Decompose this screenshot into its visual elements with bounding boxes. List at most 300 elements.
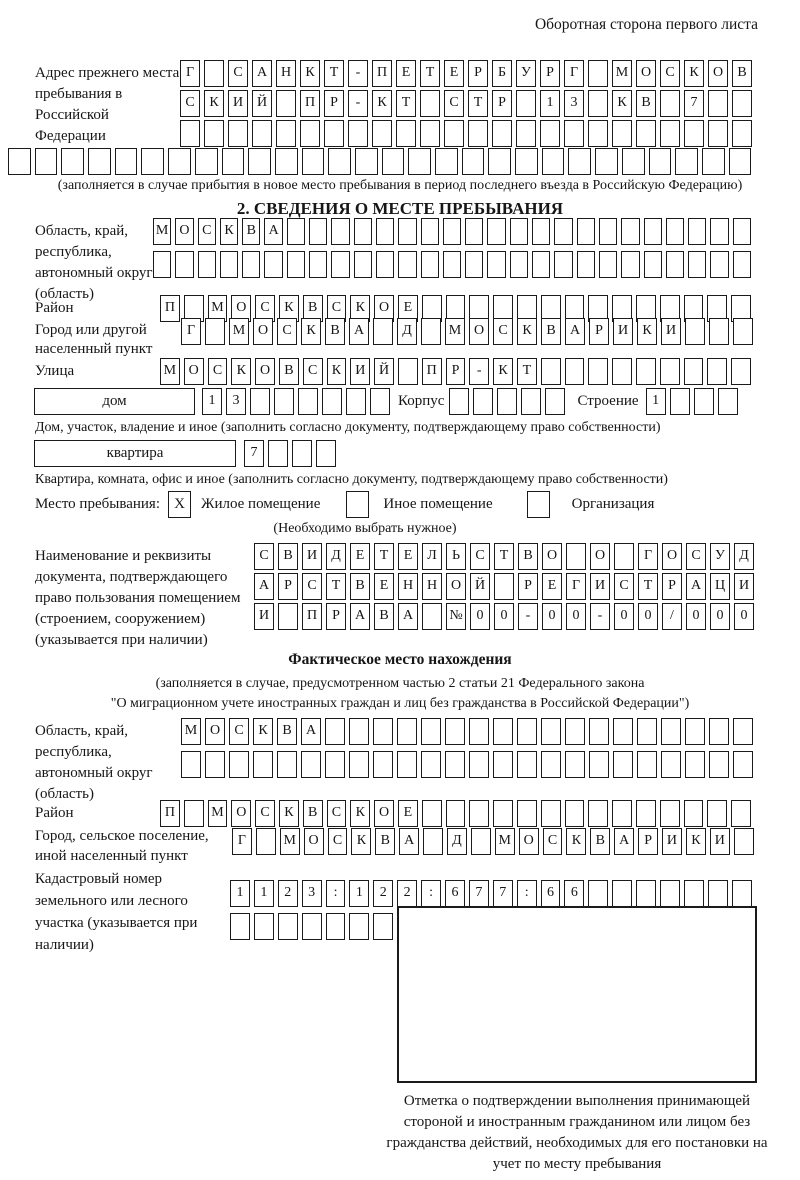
char-cell[interactable]: А (686, 573, 706, 600)
char-cell[interactable] (666, 251, 684, 278)
char-cell[interactable]: В (325, 318, 345, 345)
char-cell[interactable] (376, 251, 394, 278)
char-cell[interactable] (302, 913, 322, 940)
char-cell[interactable]: О (231, 800, 251, 827)
char-cell[interactable] (733, 318, 753, 345)
char-cell[interactable] (250, 388, 270, 415)
char-cell[interactable]: К (204, 90, 224, 117)
char-cell[interactable] (373, 913, 393, 940)
char-cell[interactable] (733, 751, 753, 778)
char-cell[interactable]: К (300, 60, 320, 87)
char-cell[interactable] (398, 251, 416, 278)
char-cell[interactable]: О (374, 295, 394, 322)
char-cell[interactable] (61, 148, 84, 175)
char-cell[interactable] (541, 358, 561, 385)
char-cell[interactable]: М (445, 318, 465, 345)
char-cell[interactable] (660, 800, 680, 827)
char-cell[interactable]: В (277, 718, 297, 745)
char-cell[interactable] (493, 751, 513, 778)
char-cell[interactable] (613, 718, 633, 745)
char-cell[interactable] (473, 388, 493, 415)
char-cell[interactable]: Г (232, 828, 252, 855)
char-cell[interactable]: 3 (564, 90, 584, 117)
char-cell[interactable] (595, 148, 618, 175)
char-cell[interactable]: О (253, 318, 273, 345)
char-cell[interactable]: Т (326, 573, 346, 600)
char-cell[interactable] (242, 251, 260, 278)
char-cell[interactable]: 6 (445, 880, 465, 907)
char-cell[interactable]: С (660, 60, 680, 87)
char-cell[interactable]: Е (398, 800, 418, 827)
char-cell[interactable] (469, 718, 489, 745)
char-cell[interactable] (421, 318, 441, 345)
char-cell[interactable] (204, 60, 224, 87)
char-cell[interactable] (636, 358, 656, 385)
char-cell[interactable] (420, 120, 440, 147)
char-cell[interactable]: О (542, 543, 562, 570)
char-cell[interactable] (198, 251, 216, 278)
char-cell[interactable]: Т (517, 358, 537, 385)
char-cell[interactable] (397, 751, 417, 778)
char-cell[interactable]: С (180, 90, 200, 117)
char-cell[interactable] (685, 751, 705, 778)
char-cell[interactable]: Р (278, 573, 298, 600)
char-cell[interactable] (612, 120, 632, 147)
char-cell[interactable] (256, 828, 276, 855)
char-cell[interactable] (694, 388, 714, 415)
char-cell[interactable]: Г (181, 318, 201, 345)
char-cell[interactable]: О (304, 828, 324, 855)
char-cell[interactable] (397, 718, 417, 745)
char-cell[interactable]: О (519, 828, 539, 855)
char-cell[interactable]: 6 (541, 880, 561, 907)
char-cell[interactable]: И (228, 90, 248, 117)
char-cell[interactable] (88, 148, 111, 175)
char-cell[interactable] (465, 218, 483, 245)
char-cell[interactable]: К (279, 800, 299, 827)
char-cell[interactable] (589, 751, 609, 778)
char-cell[interactable]: 0 (710, 603, 730, 630)
char-cell[interactable] (469, 751, 489, 778)
char-cell[interactable] (421, 251, 439, 278)
char-cell[interactable] (718, 388, 738, 415)
char-cell[interactable] (540, 120, 560, 147)
char-cell[interactable] (274, 388, 294, 415)
char-cell[interactable]: О (205, 718, 225, 745)
char-cell[interactable] (205, 751, 225, 778)
char-cell[interactable] (644, 251, 662, 278)
char-cell[interactable] (554, 218, 572, 245)
char-cell[interactable] (355, 148, 378, 175)
char-cell[interactable]: М (208, 295, 228, 322)
char-cell[interactable] (298, 388, 318, 415)
char-cell[interactable] (532, 218, 550, 245)
char-cell[interactable]: М (208, 800, 228, 827)
char-cell[interactable] (702, 148, 725, 175)
char-cell[interactable] (541, 751, 561, 778)
char-cell[interactable]: Е (374, 573, 394, 600)
char-cell[interactable] (175, 251, 193, 278)
char-cell[interactable] (588, 880, 608, 907)
char-cell[interactable]: И (734, 573, 754, 600)
char-cell[interactable] (469, 800, 489, 827)
char-cell[interactable] (614, 543, 634, 570)
stay-option-organization-checkbox[interactable] (527, 491, 550, 518)
char-cell[interactable]: С (228, 60, 248, 87)
char-cell[interactable] (661, 751, 681, 778)
char-cell[interactable]: А (349, 318, 369, 345)
char-cell[interactable]: И (302, 543, 322, 570)
char-cell[interactable] (589, 718, 609, 745)
stay-option-residential-checkbox[interactable]: X (168, 491, 191, 518)
char-cell[interactable]: М (160, 358, 180, 385)
char-cell[interactable]: 2 (397, 880, 417, 907)
char-cell[interactable]: С (328, 828, 348, 855)
char-cell[interactable] (398, 358, 418, 385)
char-cell[interactable] (471, 828, 491, 855)
char-cell[interactable]: Л (422, 543, 442, 570)
char-cell[interactable]: Р (446, 358, 466, 385)
char-cell[interactable]: Р (638, 828, 658, 855)
char-cell[interactable] (684, 120, 704, 147)
char-cell[interactable]: А (614, 828, 634, 855)
char-cell[interactable] (708, 880, 728, 907)
char-cell[interactable] (302, 148, 325, 175)
char-cell[interactable]: А (264, 218, 282, 245)
char-cell[interactable] (636, 120, 656, 147)
char-cell[interactable]: К (637, 318, 657, 345)
char-cell[interactable] (396, 120, 416, 147)
char-cell[interactable]: 0 (614, 603, 634, 630)
char-cell[interactable]: 0 (734, 603, 754, 630)
char-cell[interactable] (707, 358, 727, 385)
char-cell[interactable] (710, 251, 728, 278)
char-cell[interactable] (435, 148, 458, 175)
char-cell[interactable] (622, 148, 645, 175)
char-cell[interactable] (316, 440, 336, 467)
char-cell[interactable]: К (493, 358, 513, 385)
char-cell[interactable]: Т (324, 60, 344, 87)
char-cell[interactable]: Р (326, 603, 346, 630)
char-cell[interactable]: Ь (446, 543, 466, 570)
char-cell[interactable] (612, 358, 632, 385)
char-cell[interactable] (35, 148, 58, 175)
char-cell[interactable]: П (302, 603, 322, 630)
char-cell[interactable]: Т (374, 543, 394, 570)
char-cell[interactable] (588, 90, 608, 117)
char-cell[interactable]: Ц (710, 573, 730, 600)
char-cell[interactable]: И (613, 318, 633, 345)
char-cell[interactable] (309, 218, 327, 245)
char-cell[interactable]: Н (422, 573, 442, 600)
char-cell[interactable] (222, 148, 245, 175)
char-cell[interactable]: Г (564, 60, 584, 87)
char-cell[interactable] (497, 388, 517, 415)
char-cell[interactable]: А (254, 573, 274, 600)
char-cell[interactable] (707, 800, 727, 827)
char-cell[interactable]: К (566, 828, 586, 855)
char-cell[interactable] (636, 880, 656, 907)
char-cell[interactable]: С (198, 218, 216, 245)
char-cell[interactable]: Н (398, 573, 418, 600)
char-cell[interactable]: : (517, 880, 537, 907)
char-cell[interactable]: М (280, 828, 300, 855)
char-cell[interactable] (493, 800, 513, 827)
char-cell[interactable] (517, 751, 537, 778)
char-cell[interactable] (276, 120, 296, 147)
char-cell[interactable] (729, 148, 752, 175)
char-cell[interactable] (612, 880, 632, 907)
char-cell[interactable]: А (398, 603, 418, 630)
char-cell[interactable] (510, 251, 528, 278)
char-cell[interactable] (465, 251, 483, 278)
char-cell[interactable] (220, 251, 238, 278)
char-cell[interactable]: В (636, 90, 656, 117)
char-cell[interactable] (398, 218, 416, 245)
char-cell[interactable] (373, 718, 393, 745)
char-cell[interactable] (684, 880, 704, 907)
char-cell[interactable] (688, 251, 706, 278)
char-cell[interactable]: Р (492, 90, 512, 117)
char-cell[interactable]: 7 (684, 90, 704, 117)
char-cell[interactable] (577, 251, 595, 278)
char-cell[interactable] (565, 718, 585, 745)
char-cell[interactable]: К (253, 718, 273, 745)
char-cell[interactable]: О (446, 573, 466, 600)
char-cell[interactable]: Т (396, 90, 416, 117)
char-cell[interactable] (564, 120, 584, 147)
char-cell[interactable]: К (220, 218, 238, 245)
char-cell[interactable] (732, 880, 752, 907)
char-cell[interactable] (660, 358, 680, 385)
char-cell[interactable]: - (469, 358, 489, 385)
char-cell[interactable] (613, 751, 633, 778)
char-cell[interactable] (349, 751, 369, 778)
char-cell[interactable]: 0 (686, 603, 706, 630)
char-cell[interactable] (423, 828, 443, 855)
char-cell[interactable]: 1 (349, 880, 369, 907)
char-cell[interactable] (685, 718, 705, 745)
char-cell[interactable] (420, 90, 440, 117)
char-cell[interactable] (287, 251, 305, 278)
char-cell[interactable] (195, 148, 218, 175)
char-cell[interactable] (732, 90, 752, 117)
char-cell[interactable]: С (208, 358, 228, 385)
char-cell[interactable]: В (375, 828, 395, 855)
char-cell[interactable]: Т (420, 60, 440, 87)
char-cell[interactable]: О (636, 60, 656, 87)
char-cell[interactable]: В (278, 543, 298, 570)
char-cell[interactable] (445, 751, 465, 778)
char-cell[interactable] (153, 251, 171, 278)
char-cell[interactable] (577, 218, 595, 245)
char-cell[interactable] (637, 751, 657, 778)
char-cell[interactable]: А (350, 603, 370, 630)
char-cell[interactable]: Е (542, 573, 562, 600)
char-cell[interactable] (588, 60, 608, 87)
char-cell[interactable]: Г (566, 573, 586, 600)
char-cell[interactable] (324, 120, 344, 147)
char-cell[interactable] (532, 251, 550, 278)
char-cell[interactable] (516, 120, 536, 147)
char-cell[interactable]: И (710, 828, 730, 855)
char-cell[interactable] (731, 800, 751, 827)
char-cell[interactable]: К (612, 90, 632, 117)
char-cell[interactable]: 1 (254, 880, 274, 907)
char-cell[interactable] (637, 718, 657, 745)
char-cell[interactable] (276, 90, 296, 117)
char-cell[interactable] (588, 358, 608, 385)
char-cell[interactable]: В (303, 800, 323, 827)
char-cell[interactable]: К (279, 295, 299, 322)
char-cell[interactable] (733, 251, 751, 278)
char-cell[interactable] (449, 388, 469, 415)
char-cell[interactable]: 2 (373, 880, 393, 907)
char-cell[interactable] (709, 718, 729, 745)
char-cell[interactable] (684, 800, 704, 827)
char-cell[interactable]: К (231, 358, 251, 385)
char-cell[interactable]: Е (444, 60, 464, 87)
char-cell[interactable]: В (279, 358, 299, 385)
char-cell[interactable]: Т (638, 573, 658, 600)
char-cell[interactable]: 2 (278, 880, 298, 907)
char-cell[interactable] (541, 800, 561, 827)
char-cell[interactable]: О (662, 543, 682, 570)
char-cell[interactable]: П (300, 90, 320, 117)
char-cell[interactable] (204, 120, 224, 147)
char-cell[interactable] (331, 251, 349, 278)
char-cell[interactable] (180, 120, 200, 147)
char-cell[interactable] (541, 718, 561, 745)
char-cell[interactable] (493, 718, 513, 745)
char-cell[interactable]: В (590, 828, 610, 855)
char-cell[interactable]: О (184, 358, 204, 385)
stay-option-other-checkbox[interactable] (346, 491, 369, 518)
char-cell[interactable] (445, 718, 465, 745)
char-cell[interactable]: К (350, 295, 370, 322)
char-cell[interactable] (277, 751, 297, 778)
char-cell[interactable] (275, 148, 298, 175)
char-cell[interactable] (348, 120, 368, 147)
char-cell[interactable]: Р (589, 318, 609, 345)
char-cell[interactable]: С (254, 543, 274, 570)
char-cell[interactable] (229, 751, 249, 778)
char-cell[interactable] (373, 318, 393, 345)
char-cell[interactable]: Е (398, 543, 418, 570)
char-cell[interactable]: 3 (226, 388, 246, 415)
char-cell[interactable]: С (470, 543, 490, 570)
char-cell[interactable] (636, 800, 656, 827)
char-cell[interactable]: С (493, 318, 513, 345)
char-cell[interactable] (422, 800, 442, 827)
char-cell[interactable]: С (614, 573, 634, 600)
char-cell[interactable] (516, 90, 536, 117)
char-cell[interactable]: И (662, 828, 682, 855)
char-cell[interactable]: : (326, 880, 346, 907)
char-cell[interactable] (349, 718, 369, 745)
char-cell[interactable] (354, 218, 372, 245)
char-cell[interactable]: А (399, 828, 419, 855)
char-cell[interactable] (8, 148, 31, 175)
char-cell[interactable]: И (350, 358, 370, 385)
char-cell[interactable]: 7 (244, 440, 264, 467)
char-cell[interactable] (115, 148, 138, 175)
char-cell[interactable] (301, 751, 321, 778)
char-cell[interactable] (421, 718, 441, 745)
char-cell[interactable] (599, 251, 617, 278)
char-cell[interactable]: Г (638, 543, 658, 570)
char-cell[interactable] (565, 751, 585, 778)
char-cell[interactable] (510, 218, 528, 245)
char-cell[interactable]: С (303, 358, 323, 385)
char-cell[interactable]: Д (734, 543, 754, 570)
char-cell[interactable] (685, 318, 705, 345)
char-cell[interactable] (468, 120, 488, 147)
char-cell[interactable]: С (543, 828, 563, 855)
char-cell[interactable]: И (254, 603, 274, 630)
char-cell[interactable]: А (301, 718, 321, 745)
char-cell[interactable] (566, 543, 586, 570)
char-cell[interactable] (421, 218, 439, 245)
char-cell[interactable] (666, 218, 684, 245)
char-cell[interactable]: 7 (469, 880, 489, 907)
char-cell[interactable] (545, 388, 565, 415)
char-cell[interactable]: Р (468, 60, 488, 87)
char-cell[interactable] (253, 751, 273, 778)
char-cell[interactable]: К (301, 318, 321, 345)
char-cell[interactable] (252, 120, 272, 147)
char-cell[interactable] (670, 388, 690, 415)
char-cell[interactable] (421, 751, 441, 778)
char-cell[interactable] (708, 120, 728, 147)
char-cell[interactable]: П (160, 800, 180, 827)
char-cell[interactable]: П (422, 358, 442, 385)
char-cell[interactable] (372, 120, 392, 147)
char-cell[interactable] (599, 218, 617, 245)
char-cell[interactable]: Е (350, 543, 370, 570)
char-cell[interactable]: К (351, 828, 371, 855)
char-cell[interactable] (733, 718, 753, 745)
char-cell[interactable] (731, 358, 751, 385)
char-cell[interactable] (733, 218, 751, 245)
char-cell[interactable]: Т (468, 90, 488, 117)
char-cell[interactable]: - (518, 603, 538, 630)
char-cell[interactable]: Б (492, 60, 512, 87)
char-cell[interactable]: Д (447, 828, 467, 855)
char-cell[interactable]: В (732, 60, 752, 87)
char-cell[interactable]: 6 (564, 880, 584, 907)
char-cell[interactable] (292, 440, 312, 467)
char-cell[interactable] (422, 603, 442, 630)
char-cell[interactable] (300, 120, 320, 147)
char-cell[interactable] (565, 358, 585, 385)
char-cell[interactable]: 0 (494, 603, 514, 630)
char-cell[interactable]: И (590, 573, 610, 600)
char-cell[interactable] (331, 218, 349, 245)
char-cell[interactable]: Е (396, 60, 416, 87)
char-cell[interactable]: Й (374, 358, 394, 385)
char-cell[interactable]: В (541, 318, 561, 345)
char-cell[interactable] (443, 251, 461, 278)
char-cell[interactable]: - (348, 60, 368, 87)
char-cell[interactable] (322, 388, 342, 415)
char-cell[interactable]: О (255, 358, 275, 385)
char-cell[interactable] (660, 880, 680, 907)
char-cell[interactable]: Р (324, 90, 344, 117)
char-cell[interactable]: Р (540, 60, 560, 87)
char-cell[interactable] (568, 148, 591, 175)
char-cell[interactable] (325, 751, 345, 778)
